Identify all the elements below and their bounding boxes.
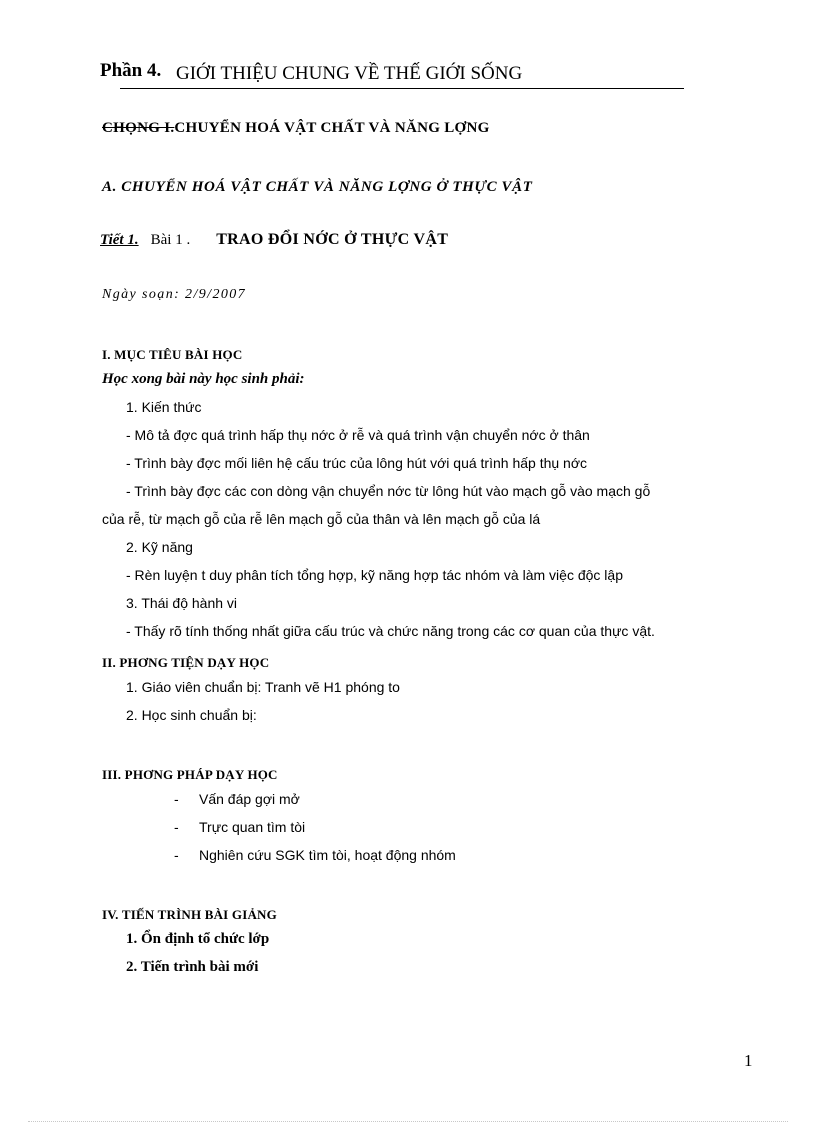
process-step: 2. Tiến trình bài mới	[126, 959, 259, 975]
title-underline	[120, 88, 684, 89]
objective-line: - Mô tả đợc quá trình hấp thụ nớc ở rễ và quá trình vận chuyển nớc ở thân	[126, 427, 590, 443]
method-item	[174, 819, 305, 835]
method-item	[174, 847, 456, 863]
objective-line: - Thấy rõ tính thống nhất giữa cấu trúc và chức năng trong các cơ quan của thực vật.	[126, 623, 655, 639]
objective-line: - Rèn luyện t duy phân tích tổng hợp, kỹ năng hợp tác nhóm và làm việc độc lập	[126, 567, 623, 583]
chapter-title: CHUYỂN HOÁ VẬT CHẤT VÀ NĂNG LỢNG	[174, 120, 490, 136]
objective-line: 1. Kiến thức	[126, 399, 202, 415]
objectives-heading: I. MỤC TIÊU BÀI HỌC	[102, 347, 243, 362]
part-title: GIỚI THIỆU CHUNG VỀ THẾ GIỚI SỐNG	[176, 63, 523, 84]
method-text: Vấn đáp gợi mở	[199, 791, 300, 807]
objective-line: 3. Thái độ hành vi	[126, 595, 238, 611]
objective-line: - Trình bày đợc mối liên hệ cấu trúc của lông hút với quá trình hấp thụ nớc	[126, 455, 588, 471]
process-heading: IV. TIẾN TRÌNH BÀI GIẢNG	[102, 907, 277, 922]
process-step: 1. Ổn định tổ chức lớp	[126, 931, 270, 947]
section-a-heading: A. CHUYỂN HOÁ VẬT CHẤT VÀ NĂNG LỢNG Ở THỰC VẬT	[102, 179, 533, 195]
bullet-dash: -	[174, 819, 179, 835]
bullet-dash: -	[174, 847, 179, 863]
method-text: Trực quan tìm tòi	[199, 819, 306, 835]
objective-line: của rễ, từ mạch gỗ của rễ lên mạch gỗ của thân và lên mạch gỗ của lá	[102, 511, 541, 527]
method-item	[174, 791, 300, 807]
preparation-date: Ngày soạn: 2/9/2007	[102, 287, 247, 302]
means-line: 1. Giáo viên chuẩn bị: Tranh vẽ H1 phóng to	[126, 679, 400, 695]
lesson-title: TRAO ĐỔI NỚC Ở THỰC VẬT	[216, 231, 449, 248]
chapter-number: CHỌNG I.	[102, 120, 175, 136]
objective-line: 2. Kỹ năng	[126, 539, 193, 555]
lesson-number: Bài 1 .	[150, 232, 191, 248]
objectives-intro: Học xong bài này học sinh phải:	[102, 371, 305, 387]
objective-line: - Trình bày đợc các con dòng vận chuyển nớc từ lông hút vào mạch gỗ vào mạch gỗ	[126, 483, 651, 499]
lesson-heading	[100, 231, 448, 249]
bullet-dash: -	[174, 791, 179, 807]
means-line: 2. Học sinh chuẩn bị:	[126, 707, 257, 723]
methods-heading: III. PHƠNG PHÁP DẠY HỌC	[102, 767, 278, 782]
means-heading: II. PHƠNG TIỆN DẠY HỌC	[102, 655, 270, 670]
lesson-period: Tiết 1.	[100, 232, 139, 248]
page-break-line	[28, 1121, 788, 1122]
part-label: Phần 4.	[100, 60, 162, 81]
chapter-heading	[102, 120, 490, 137]
page-number: 1	[744, 1051, 753, 1070]
method-text: Nghiên cứu SGK tìm tòi, hoạt động nhóm	[199, 847, 456, 863]
